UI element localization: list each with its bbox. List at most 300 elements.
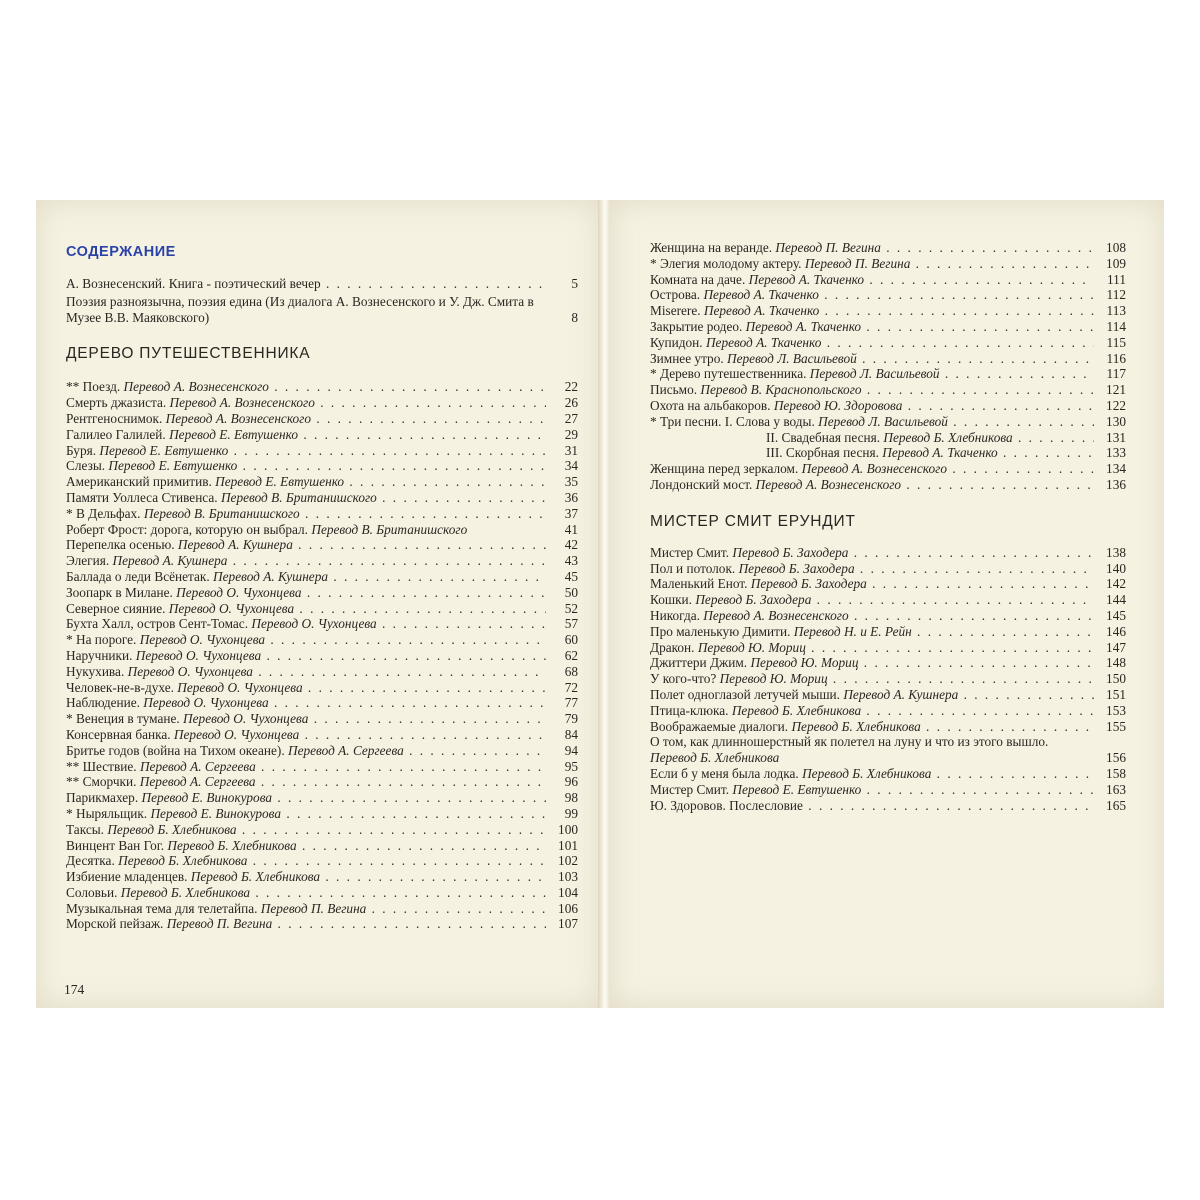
entry-text — [650, 272, 1094, 288]
toc-entry — [650, 319, 1126, 335]
entry-title: Мистер Смит. — [650, 781, 730, 797]
entry-page: 147 — [1106, 639, 1126, 655]
entry-text — [66, 427, 546, 443]
entry-page: 158 — [1106, 765, 1126, 781]
entry-text — [650, 398, 1094, 414]
entry-text — [650, 624, 1094, 640]
entry-translator: Перевод Н. и Е. Рейн — [793, 623, 912, 639]
page-number: 174 — [64, 982, 85, 997]
toc-entry — [66, 553, 578, 569]
entry-page: 150 — [1106, 671, 1126, 687]
toc-entry — [650, 624, 1126, 640]
entry-title: Баллада о леди Всёнетак. — [66, 568, 210, 584]
entry-text — [650, 734, 1094, 766]
entry-page: 77 — [564, 695, 578, 711]
entry-text — [66, 759, 546, 775]
entry-title: II. Свадебная песня. — [766, 429, 881, 445]
entry-text — [650, 256, 1094, 272]
entry-translator: Перевод Е. Евтушенко — [169, 426, 298, 442]
toc-entry — [66, 901, 578, 917]
entry-page: 22 — [564, 379, 578, 395]
entry-page: 155 — [1106, 718, 1126, 734]
entry-title: Маленький Енот. — [650, 576, 748, 592]
entry-page: 95 — [564, 758, 578, 774]
entry-text — [650, 430, 1094, 446]
entry-translator: Перевод Б. Хлебникова — [802, 765, 932, 781]
entry-title: Буря. — [66, 442, 97, 458]
entry-page: 8 — [571, 309, 578, 325]
entry-text — [650, 687, 1094, 703]
entry-page: 109 — [1106, 255, 1126, 271]
entry-translator: Перевод А. Кушнера — [177, 537, 293, 553]
entry-page: 37 — [564, 505, 578, 521]
entry-page: 111 — [1107, 271, 1126, 287]
entry-translator: Перевод О. Чухонцева — [176, 584, 302, 600]
entry-title: Десятка. — [66, 853, 115, 869]
entry-title: Кошки. — [650, 592, 692, 608]
entry-translator: Перевод А. Ткаченко — [748, 271, 865, 287]
entry-text — [66, 411, 546, 427]
entry-text — [650, 461, 1094, 477]
toc-entry — [66, 522, 578, 538]
entry-page: 45 — [564, 568, 578, 584]
entry-title: Комната на даче. — [650, 271, 746, 287]
left-column — [66, 244, 578, 932]
entry-title: Перепелка осенью. — [66, 537, 175, 553]
entry-page: 26 — [564, 395, 578, 411]
entry-title: * Дерево путешественника. — [650, 366, 807, 382]
entry-translator: Перевод Е. Винокурова — [141, 790, 273, 806]
entry-page: 50 — [564, 584, 578, 600]
entry-translator: Перевод А. Кушнера — [213, 568, 328, 584]
entry-page: 140 — [1106, 560, 1126, 576]
entry-translator: Перевод О. Чухонцева — [135, 647, 262, 663]
entry-title: Птица-клюка. — [650, 702, 729, 718]
entry-page: 98 — [564, 790, 578, 806]
entry-translator: Перевод А. Ткаченко — [745, 318, 862, 334]
toc-entry — [650, 256, 1126, 272]
entry-page: 100 — [558, 821, 578, 837]
entry-page: 60 — [564, 632, 578, 648]
entry-page: 133 — [1106, 445, 1126, 461]
entry-page: 41 — [564, 521, 578, 537]
entry-page: 107 — [558, 916, 578, 932]
entry-page: 131 — [1106, 429, 1126, 445]
toc-entry — [650, 351, 1126, 367]
entry-title: О том, как длинношерстный як полетел на луну и что из этого вышло. — [650, 734, 1049, 750]
entry-translator: Перевод А. Вознесенского — [169, 395, 315, 411]
toc-entry — [650, 461, 1126, 477]
entry-text — [650, 719, 1094, 735]
entry-title: Памяти Уоллеса Стивенса. — [66, 489, 218, 505]
entry-text — [66, 901, 546, 917]
entry-title: Охота на альбакоров. — [650, 397, 771, 413]
entry-text — [650, 576, 1094, 592]
entry-page: 138 — [1106, 544, 1126, 560]
toc-entry — [66, 774, 578, 790]
entry-text — [66, 695, 546, 711]
toc-entry — [66, 743, 578, 759]
entry-title: Смерть джазиста. — [66, 395, 167, 411]
entry-translator: Перевод Е. Евтушенко — [99, 442, 229, 458]
entry-page: 130 — [1106, 413, 1126, 429]
entry-page: 101 — [558, 837, 578, 853]
entry-translator: Перевод О. Чухонцева — [251, 616, 377, 632]
entry-page: 34 — [564, 458, 578, 474]
entry-title: Наручники. — [66, 647, 133, 663]
entry-title: Пол и потолок. — [650, 560, 736, 576]
toc-entry — [66, 680, 578, 696]
entry-translator: Перевод А. Сергеева — [139, 774, 256, 790]
entry-text — [66, 664, 546, 680]
entry-page: 121 — [1106, 382, 1126, 398]
entry-text — [650, 671, 1094, 687]
entry-page: 115 — [1106, 334, 1126, 350]
entry-translator: Перевод Б. Хлебникова — [883, 429, 1013, 445]
entry-page: 62 — [564, 647, 578, 663]
entry-title: Бритье годов (война на Тихом океане). — [66, 742, 285, 758]
entry-translator: Перевод П. Вегина — [260, 900, 367, 916]
entry-translator: Перевод Б. Хлебникова — [190, 869, 321, 885]
entry-translator: Перевод О. Чухонцева — [168, 600, 295, 616]
entry-title: Поэзия разноязычна, поэзия едина (Из диалога А. Вознесенского и У. Дж. Смита в Музее В.В. Маяковского) — [66, 293, 534, 325]
entry-page: 29 — [564, 426, 578, 442]
entry-text — [650, 477, 1094, 493]
entry-page: 146 — [1106, 623, 1126, 639]
entry-title: Рентгеноснимок. — [66, 410, 163, 426]
entry-text — [650, 445, 1094, 461]
entry-page: 151 — [1106, 686, 1126, 702]
entry-title: Консервная банка. — [66, 726, 171, 742]
contents-heading: СОДЕРЖАНИЕ — [66, 244, 176, 260]
entry-page: 94 — [564, 742, 578, 758]
toc-entry — [66, 648, 578, 664]
toc-entry — [66, 585, 578, 601]
entry-translator: Перевод А. Вознесенского — [123, 379, 269, 395]
entry-translator: Перевод Ю. Мориц — [719, 671, 828, 687]
entry-text — [66, 822, 546, 838]
toc-entry — [650, 398, 1126, 414]
entry-translator: Перевод В. Британишского — [143, 505, 300, 521]
entry-translator: Перевод О. Чухонцева — [143, 695, 269, 711]
entry-text — [650, 640, 1094, 656]
entry-translator: Перевод Б. Хлебникова — [118, 853, 248, 869]
entry-text — [66, 553, 546, 569]
entry-text — [66, 490, 546, 506]
entry-title: Северное сияние. — [66, 600, 166, 616]
entry-title: Полет одноглазой летучей мыши. — [650, 686, 840, 702]
entry-text — [650, 414, 1094, 430]
entry-text — [66, 474, 546, 490]
entry-title: Острова. — [650, 287, 701, 303]
entry-page: 145 — [1106, 607, 1126, 623]
right-column — [650, 240, 1126, 813]
entry-text — [66, 774, 546, 790]
entry-text — [650, 703, 1094, 719]
entry-translator: Перевод А. Ткаченко — [703, 287, 819, 303]
entry-translator: Перевод А. Вознесенского — [755, 476, 902, 492]
entry-text — [650, 782, 1094, 798]
toc-entry — [650, 608, 1126, 624]
entry-text — [66, 585, 546, 601]
entry-translator: Перевод Е. Винокурова — [150, 805, 281, 821]
toc-entry — [650, 477, 1126, 493]
entry-page: 153 — [1106, 702, 1126, 718]
entry-page: 117 — [1106, 366, 1126, 382]
toc-entry — [66, 727, 578, 743]
entry-text — [650, 319, 1094, 335]
entry-translator: Перевод А. Сергеева — [288, 742, 404, 758]
entry-translator: Перевод Б. Хлебникова — [107, 821, 237, 837]
entry-page: 108 — [1106, 240, 1126, 255]
entry-text — [66, 537, 546, 553]
entry-list — [650, 240, 1126, 493]
entry-text — [66, 916, 546, 932]
toc-entry — [66, 490, 578, 506]
toc-entry — [66, 853, 578, 869]
entry-page: 31 — [564, 442, 578, 458]
entry-title: Бухта Халл, остров Сент-Томас. — [66, 616, 249, 632]
entry-title: Нукухива. — [66, 663, 125, 679]
entry-translator: Перевод П. Вегина — [166, 916, 273, 932]
entry-title: А. Вознесенский. Книга - поэтический вечер . . . — [66, 276, 546, 292]
entry-title: Парикмахер. — [66, 790, 139, 806]
toc-entry — [650, 335, 1126, 351]
entry-page: 96 — [564, 774, 578, 790]
entry-page: 156 — [1106, 750, 1126, 766]
entry-title: Никогда. — [650, 607, 700, 623]
entry-page: 106 — [558, 900, 578, 916]
entry-translator: Перевод А. Ткаченко — [703, 303, 820, 319]
toc-entry — [66, 427, 578, 443]
entry-title: * Ныряльщик. — [66, 805, 148, 821]
entry-title: Женщина на веранде. — [650, 240, 773, 255]
entry-page: 116 — [1106, 350, 1126, 366]
entry-translator: Перевод Б. Хлебникова — [650, 750, 780, 766]
entry-text — [66, 632, 546, 648]
entry-page: 42 — [564, 537, 578, 553]
entry-text — [650, 240, 1094, 256]
toc-entry — [650, 687, 1126, 703]
entry-title: Слезы. — [66, 458, 106, 474]
entry-list — [650, 545, 1126, 814]
entry-page: 99 — [564, 805, 578, 821]
entry-title: Женщина перед зеркалом. — [650, 461, 799, 477]
entry-page: 113 — [1106, 303, 1126, 319]
entry-title: * Венеция в тумане. — [66, 711, 180, 727]
entry-translator: Перевод Б. Хлебникова — [167, 837, 297, 853]
entry-page: 27 — [564, 410, 578, 426]
entry-text — [66, 869, 546, 885]
toc-entry — [66, 916, 578, 932]
toc-entry — [650, 240, 1126, 256]
entry-translator: Перевод Б. Хлебникова — [120, 884, 251, 900]
entry-page: 102 — [558, 853, 578, 869]
entry-title: Мистер Смит. — [650, 544, 730, 560]
entry-title: ** Сморчки. — [66, 774, 137, 790]
entry-title: Дракон. — [650, 639, 695, 655]
entry-translator: Перевод А. Вознесенского — [703, 607, 849, 623]
entry-page: 134 — [1106, 461, 1126, 477]
entry-title: У кого-что? — [650, 671, 717, 687]
entry-translator: Перевод Ю. Мориц — [697, 639, 806, 655]
toc-entry — [66, 276, 578, 292]
entry-text — [66, 616, 546, 632]
toc-entry — [66, 395, 578, 411]
entry-translator: Перевод О. Чухонцева — [139, 632, 266, 648]
entry-title: ** Шествие. — [66, 758, 137, 774]
entry-translator: Перевод В. Британишского — [311, 521, 468, 537]
entry-text — [650, 382, 1094, 398]
entry-text — [66, 838, 546, 854]
entry-translator: Перевод О. Чухонцева — [177, 679, 303, 695]
entry-page: 114 — [1106, 318, 1126, 334]
entry-page: 148 — [1106, 655, 1126, 671]
entry-translator: Перевод Б. Заходера — [750, 576, 867, 592]
entry-page: 165 — [1106, 797, 1126, 813]
entry-page: 43 — [564, 553, 578, 569]
entry-title: Купидон. — [650, 334, 703, 350]
entry-page: 72 — [564, 679, 578, 695]
toc-entry — [66, 664, 578, 680]
toc-entry — [650, 703, 1126, 719]
entry-text — [650, 366, 1094, 382]
entry-translator: Перевод Ю. Мориц — [750, 655, 859, 671]
entry-translator: Перевод О. Чухонцева — [183, 711, 309, 727]
entry-title: Человек-не-в-духе. — [66, 679, 174, 695]
toc-entry — [650, 545, 1126, 561]
entry-translator: Перевод Б. Хлебникова — [731, 702, 862, 718]
entry-text — [650, 592, 1094, 608]
entry-page: 79 — [564, 711, 578, 727]
intro-list — [66, 276, 578, 325]
entry-title: Роберт Фрост: дорога, которую он выбрал. — [66, 521, 309, 537]
toc-entry — [66, 838, 578, 854]
toc-entry — [66, 759, 578, 775]
toc-entry — [650, 287, 1126, 303]
toc-entry — [650, 445, 1126, 461]
entry-text — [650, 545, 1094, 561]
entry-page: 122 — [1106, 397, 1126, 413]
entry-page: 142 — [1106, 576, 1126, 592]
toc-entry — [66, 616, 578, 632]
entry-text — [66, 601, 546, 617]
entry-text — [66, 806, 546, 822]
entry-translator: Перевод В. Краснопольского — [700, 382, 862, 398]
entry-title: Miserere. — [650, 303, 701, 319]
toc-entry — [650, 430, 1126, 446]
entry-title: Про маленькую Димити. — [650, 623, 791, 639]
entry-list — [66, 379, 578, 932]
entry-title: Если б у меня была лодка. — [650, 765, 799, 781]
entry-text — [650, 303, 1094, 319]
entry-title: * На пороге. — [66, 632, 137, 648]
entry-title: ** Поезд. — [66, 379, 121, 395]
entry-translator: Перевод П. Вегина — [775, 240, 881, 255]
entry-page: 112 — [1106, 287, 1126, 303]
toc-entry — [66, 411, 578, 427]
entry-page: 136 — [1106, 476, 1126, 492]
entry-translator: Перевод Л. Васильевой — [809, 366, 940, 382]
entry-translator: Перевод Ю. Здоровова — [773, 397, 903, 413]
toc-entry — [66, 695, 578, 711]
entry-translator: Перевод Б. Хлебникова — [791, 718, 921, 734]
toc-entry — [650, 303, 1126, 319]
toc-entry — [650, 592, 1126, 608]
toc-entry — [650, 382, 1126, 398]
entry-text — [650, 287, 1094, 303]
entry-text — [650, 608, 1094, 624]
entry-translator: Перевод А. Ткаченко — [882, 445, 998, 461]
entry-title: Лондонский мост. — [650, 476, 753, 492]
toc-entry — [66, 458, 578, 474]
toc-entry — [650, 414, 1126, 430]
entry-page: 35 — [564, 474, 578, 490]
entry-title: * Элегия молодому актеру. — [650, 255, 802, 271]
entry-title: Письмо. — [650, 382, 698, 398]
entry-translator: Перевод А. Сергеева — [139, 758, 256, 774]
entry-translator: Перевод Б. Заходера — [732, 544, 849, 560]
toc-entry — [650, 655, 1126, 671]
toc-entry — [650, 671, 1126, 687]
entry-translator: Перевод Л. Васильевой — [727, 350, 857, 366]
entry-title: Американский примитив. — [66, 474, 212, 490]
entry-title: Галилео Галилей. — [66, 426, 166, 442]
entry-title: Соловьи. — [66, 884, 118, 900]
toc-entry — [66, 822, 578, 838]
section-title: МИСТЕР СМИТ ЕРУНДИТ — [650, 512, 856, 530]
entry-text — [66, 790, 546, 806]
section-title: ДЕРЕВО ПУТЕШЕСТВЕННИКА — [66, 345, 311, 363]
entry-translator: Перевод Б. Заходера — [695, 592, 812, 608]
entry-title: Элегия. — [66, 553, 110, 569]
toc-entry — [66, 294, 578, 326]
entry-text — [650, 335, 1094, 351]
toc-entry — [66, 379, 578, 395]
entry-translator: Перевод А. Ткаченко — [705, 334, 822, 350]
entry-title: Наблюдение. — [66, 695, 140, 711]
entry-text — [66, 711, 546, 727]
entry-page: 52 — [564, 600, 578, 616]
toc-entry — [66, 443, 578, 459]
toc-entry — [66, 806, 578, 822]
toc-entry — [650, 561, 1126, 577]
entry-page: 163 — [1106, 781, 1126, 797]
entry-text — [66, 522, 546, 538]
entry-translator: Перевод А. Кушнера — [843, 686, 959, 702]
left-page — [36, 200, 600, 1008]
entry-text — [650, 655, 1094, 671]
entry-text — [66, 648, 546, 664]
toc-entry — [66, 601, 578, 617]
toc-entry — [650, 734, 1126, 766]
entry-title: Воображаемые диалоги. — [650, 718, 789, 734]
toc-entry — [66, 474, 578, 490]
entry-title: Винцент Ван Гог. — [66, 837, 165, 853]
entry-title: Ю. Здоровов. Послесловие — [650, 797, 803, 813]
entry-title: Музыкальная тема для телетайпа. — [66, 900, 258, 916]
toc-entry — [650, 576, 1126, 592]
entry-translator: Перевод О. Чухонцева — [127, 663, 253, 679]
entry-title: Таксы. — [66, 821, 104, 837]
right-page — [610, 200, 1164, 1008]
toc-entry — [66, 632, 578, 648]
toc-entry — [66, 885, 578, 901]
toc-entry — [650, 798, 1126, 814]
entry-text — [66, 885, 546, 901]
entry-text — [66, 395, 546, 411]
entry-text — [650, 766, 1094, 782]
